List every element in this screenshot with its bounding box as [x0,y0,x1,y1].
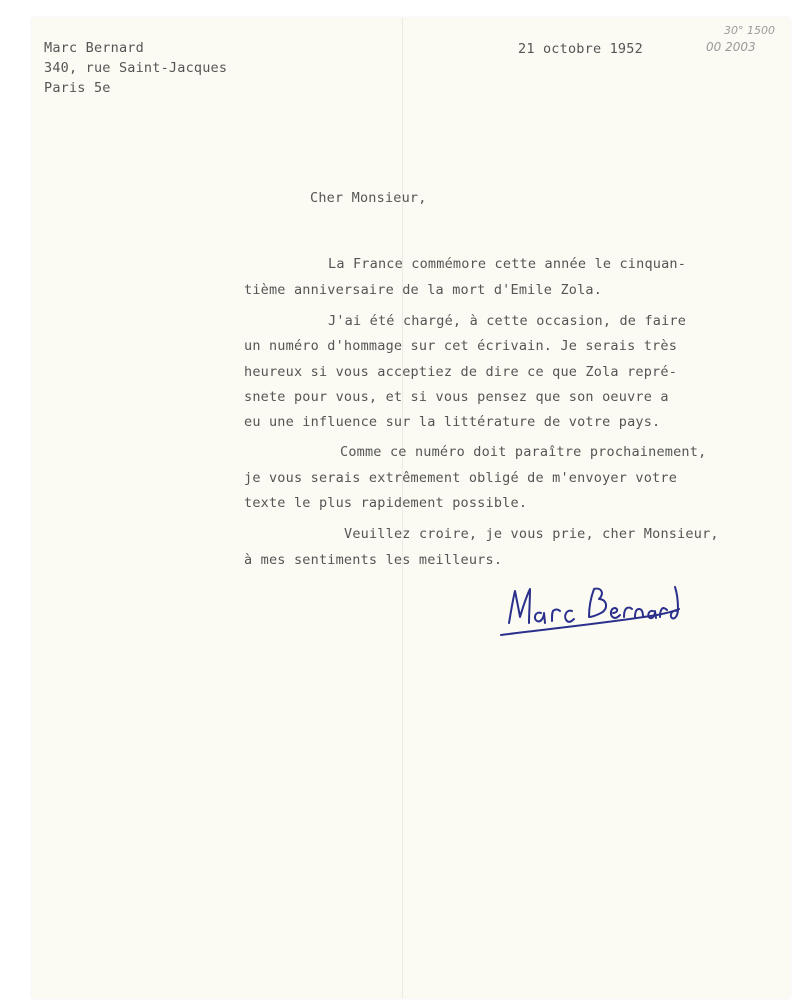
body-line: tième anniversaire de la mort d'Emile Zola. [244,282,603,298]
body-line: snete pour vous, et si vous pensez que son oeuvre a [244,389,669,405]
body-line: Comme ce numéro doit paraître prochainement, [340,444,707,460]
archive-number: 00 2003 [706,40,756,54]
sender-street: 340, rue Saint-Jacques [44,60,228,76]
sender-city: Paris 5e [44,80,111,96]
letter-page [32,18,790,998]
body-line: à mes sentiments les meilleurs. [244,552,503,568]
body-line: Veuillez croire, je vous prie, cher Monsieur, [344,526,719,542]
body-line: eu une influence sur la littérature de votre pays. [244,414,661,430]
body-line: texte le plus rapidement possible. [244,495,528,511]
body-line: je vous serais extrêmement obligé de m'envoyer votre [244,470,678,486]
handwritten-signature [497,571,682,641]
body-line: J'ai été chargé, à cette occasion, de faire [328,313,687,329]
body-line: La France commémore cette année le cinquan- [328,256,687,272]
salutation: Cher Monsieur, [310,190,427,206]
body-line: heureux si vous acceptiez de dire ce que Zola repré- [244,364,678,380]
letter-date: 21 octobre 1952 [518,41,643,57]
body-line: un numéro d'hommage sur cet écrivain. Je serais très [244,338,678,354]
sender-name: Marc Bernard [44,40,144,56]
archive-mark: 30° 1500 [724,24,775,37]
